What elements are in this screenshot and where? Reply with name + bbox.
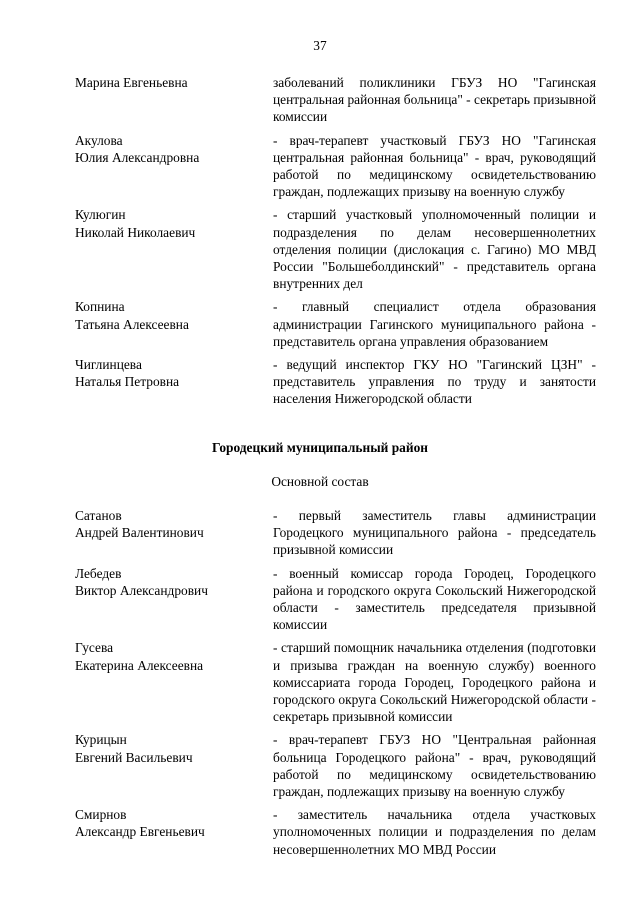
member-surname: Копнина bbox=[75, 299, 125, 315]
member-name bbox=[0, 507, 273, 559]
member-entry bbox=[0, 132, 640, 201]
member-entry bbox=[0, 731, 640, 800]
member-role: заболеваний поликлиники ГБУЗ НО "Гагинская центральная районная больница" - секретарь призывной комиссии bbox=[273, 75, 596, 125]
section-title: Городецкий муниципальный район bbox=[211, 440, 429, 455]
member-name-line: Марина Евгеньевна bbox=[75, 75, 188, 90]
member-entry bbox=[0, 565, 640, 634]
member-name bbox=[0, 206, 273, 292]
member-name bbox=[0, 565, 273, 634]
commission-list-main bbox=[0, 507, 640, 858]
member-entry bbox=[0, 639, 640, 725]
member-given-names: Евгений Васильевич bbox=[75, 749, 193, 765]
member-role: - заместитель начальника отдела участковых уполномоченных полиции и подразделения по делам несовершеннолетних МО МВД России bbox=[273, 807, 596, 857]
member-surname: Лебедев bbox=[75, 565, 122, 581]
member-name bbox=[0, 639, 273, 725]
member-role: - врач-терапевт участковый ГБУЗ НО "Гагинская центральная районная больница" - врач, руководящий работой по медицинскому освидетельствованию граждан, подлежащих призыву на военную службу bbox=[273, 132, 596, 200]
member-given-names: Юлия Александровна bbox=[75, 149, 200, 165]
member-role: - главный специалист отдела образования администрации Гагинского муниципального района - представитель органа управления образованием bbox=[273, 299, 596, 349]
member-given-names: Наталья Петровна bbox=[75, 374, 180, 390]
member-name bbox=[0, 356, 273, 408]
member-surname: Курицын bbox=[75, 732, 127, 748]
member-name bbox=[0, 731, 273, 800]
member-surname: Сатанов bbox=[75, 508, 122, 523]
member-entry bbox=[0, 806, 640, 858]
subsection-title: Основной состав bbox=[271, 474, 369, 489]
member-entry bbox=[0, 356, 640, 408]
commission-list-continued bbox=[0, 74, 640, 408]
member-given-names: Андрей Валентинович bbox=[75, 525, 204, 541]
member-role: - старший участковый уполномоченный полиции и подразделения по делам несовершеннолетних отделения полиции (дислокация с. Гагино) МО МВД России "Большеболдинский" - представитель органа внутренних дел bbox=[273, 207, 596, 292]
member-given-names: Николай Николаевич bbox=[75, 224, 196, 240]
page-number: 37 bbox=[313, 38, 327, 53]
member-given-names: Александр Евгеньевич bbox=[75, 824, 205, 840]
member-surname: Кулюгин bbox=[75, 207, 126, 223]
member-role: - первый заместитель главы администрации Городецкого муниципального района - председатель призывной комиссии bbox=[273, 508, 596, 558]
member-name bbox=[0, 132, 273, 201]
member-given-names: Виктор Александрович bbox=[75, 582, 208, 598]
member-name bbox=[0, 298, 273, 350]
member-entry bbox=[0, 298, 640, 350]
member-entry bbox=[0, 74, 640, 126]
member-role: - военный комиссар города Городец, Городецкого района и городского округа Сокольский Нижегородской области - заместитель председателя призывной комиссии bbox=[273, 565, 596, 633]
member-surname: Акулова bbox=[75, 132, 123, 148]
member-surname: Смирнов bbox=[75, 807, 127, 823]
member-given-names: Екатерина Алексеевна bbox=[75, 657, 204, 673]
member-entry bbox=[0, 507, 640, 559]
member-role: - ведущий инспектор ГКУ НО "Гагинский ЦЗН" - представитель управления по труду и занятости населения Нижегородской области bbox=[273, 357, 596, 407]
member-role: - старший помощник начальника отделения (подготовки и призыва граждан на военную службу) военного комиссариата города Городец, Городецкого района и городского округа Сокольский Нижегородской области - секретарь призывной комиссии bbox=[273, 640, 596, 725]
member-name bbox=[0, 806, 273, 858]
member-entry bbox=[0, 206, 640, 292]
member-name bbox=[0, 74, 273, 126]
member-role: - врач-терапевт ГБУЗ НО "Центральная районная больница Городецкого района" - врач, руководящий работой по медицинскому освидетельствованию граждан, подлежащих призыву на военную службу bbox=[273, 732, 596, 800]
member-surname: Чиглинцева bbox=[75, 357, 142, 373]
member-surname: Гусева bbox=[75, 640, 114, 656]
member-given-names: Татьяна Алексеевна bbox=[75, 316, 189, 332]
